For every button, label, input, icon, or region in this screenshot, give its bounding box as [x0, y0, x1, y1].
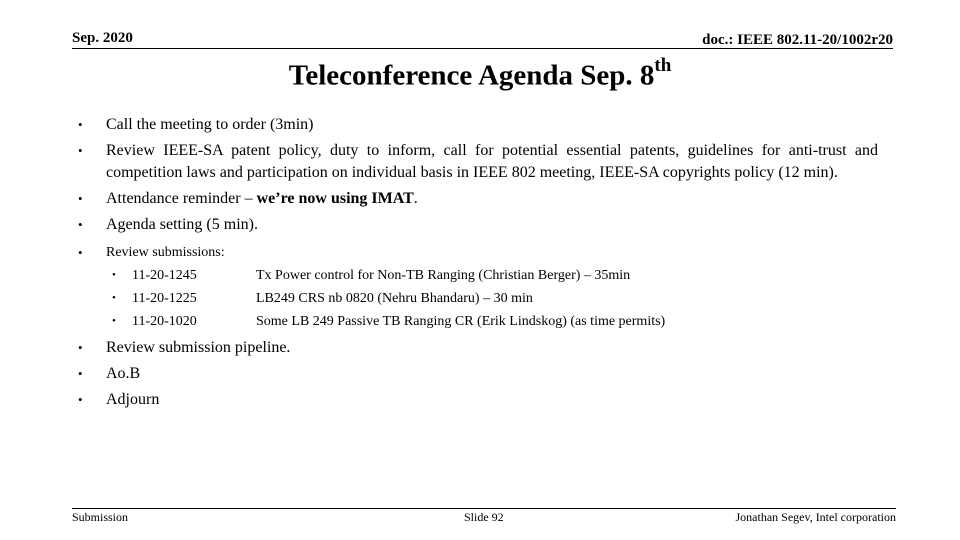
- agenda-item-text: Review submissions:: [106, 245, 225, 260]
- footer-label: Submission: [72, 510, 129, 524]
- bullet-icon: •: [78, 366, 83, 381]
- slide-title-text: Teleconference Agenda Sep. 8: [288, 59, 655, 92]
- sub-bullet-icon: •: [112, 269, 116, 281]
- agenda-item-text: Call the meeting to order (3min): [106, 116, 314, 133]
- bullet-icon: •: [78, 143, 83, 158]
- agenda-item: [78, 140, 878, 184]
- slide-title-suffix: th: [654, 55, 672, 76]
- sub-bullet-icon: •: [112, 292, 116, 304]
- agenda-item: [78, 188, 878, 210]
- bullet-icon: •: [78, 392, 83, 407]
- slide-number: Slide 92: [464, 510, 504, 524]
- agenda-item-text: Ao.B: [106, 365, 141, 382]
- footer-rule: [72, 508, 896, 509]
- header-doc-id: doc.: IEEE 802.11-20/1002r20: [702, 32, 893, 48]
- agenda-item-text: Attendance reminder –: [106, 190, 257, 207]
- submission-item: [78, 310, 878, 333]
- bullet-icon: •: [78, 340, 83, 355]
- submission-title: Some LB 249 Passive TB Ranging CR (Erik Lindskog) (as time permits): [256, 314, 666, 329]
- agenda-item: [78, 363, 878, 385]
- agenda-item: [78, 389, 878, 411]
- header-rule: [72, 48, 893, 49]
- agenda-item: [78, 337, 878, 359]
- bullet-icon: •: [78, 117, 83, 132]
- submission-number: 11-20-1225: [132, 291, 197, 306]
- agenda-item-emphasis: we’re now using IMAT: [256, 190, 414, 207]
- bullet-icon: •: [78, 245, 83, 260]
- submission-item: [78, 287, 878, 310]
- submission-item: [78, 264, 878, 287]
- bullet-icon: •: [78, 217, 83, 232]
- sub-bullet-icon: •: [112, 315, 116, 327]
- submission-title: Tx Power control for Non-TB Ranging (Christian Berger) – 35min: [256, 268, 631, 283]
- agenda-item-suffix: .: [413, 190, 418, 207]
- agenda-item: [78, 242, 878, 264]
- slide-title: [0, 55, 960, 93]
- agenda-item-text: Agenda setting (5 min).: [106, 216, 258, 233]
- submission-title: LB249 CRS nb 0820 (Nehru Bhandaru) – 30 min: [256, 291, 533, 306]
- submission-number: 11-20-1245: [132, 268, 197, 283]
- footer-author: Jonathan Segev, Intel corporation: [735, 510, 896, 524]
- agenda-item-text: Adjourn: [106, 391, 160, 408]
- agenda-item-text: Review IEEE-SA patent policy, duty to inform, call for potential essential patents, guidelines for anti-trust and competition laws and participation on individual basis in IEEE 802 meeting, IEEE-SA copyrights policy (12 min).: [106, 142, 878, 181]
- agenda-item-text: Review submission pipeline.: [106, 339, 291, 356]
- submission-number: 11-20-1020: [132, 314, 197, 329]
- header-date: Sep. 2020: [72, 30, 133, 46]
- agenda-item: [78, 214, 878, 236]
- bullet-icon: •: [78, 191, 83, 206]
- agenda-body: [78, 114, 878, 411]
- agenda-item: [78, 114, 878, 136]
